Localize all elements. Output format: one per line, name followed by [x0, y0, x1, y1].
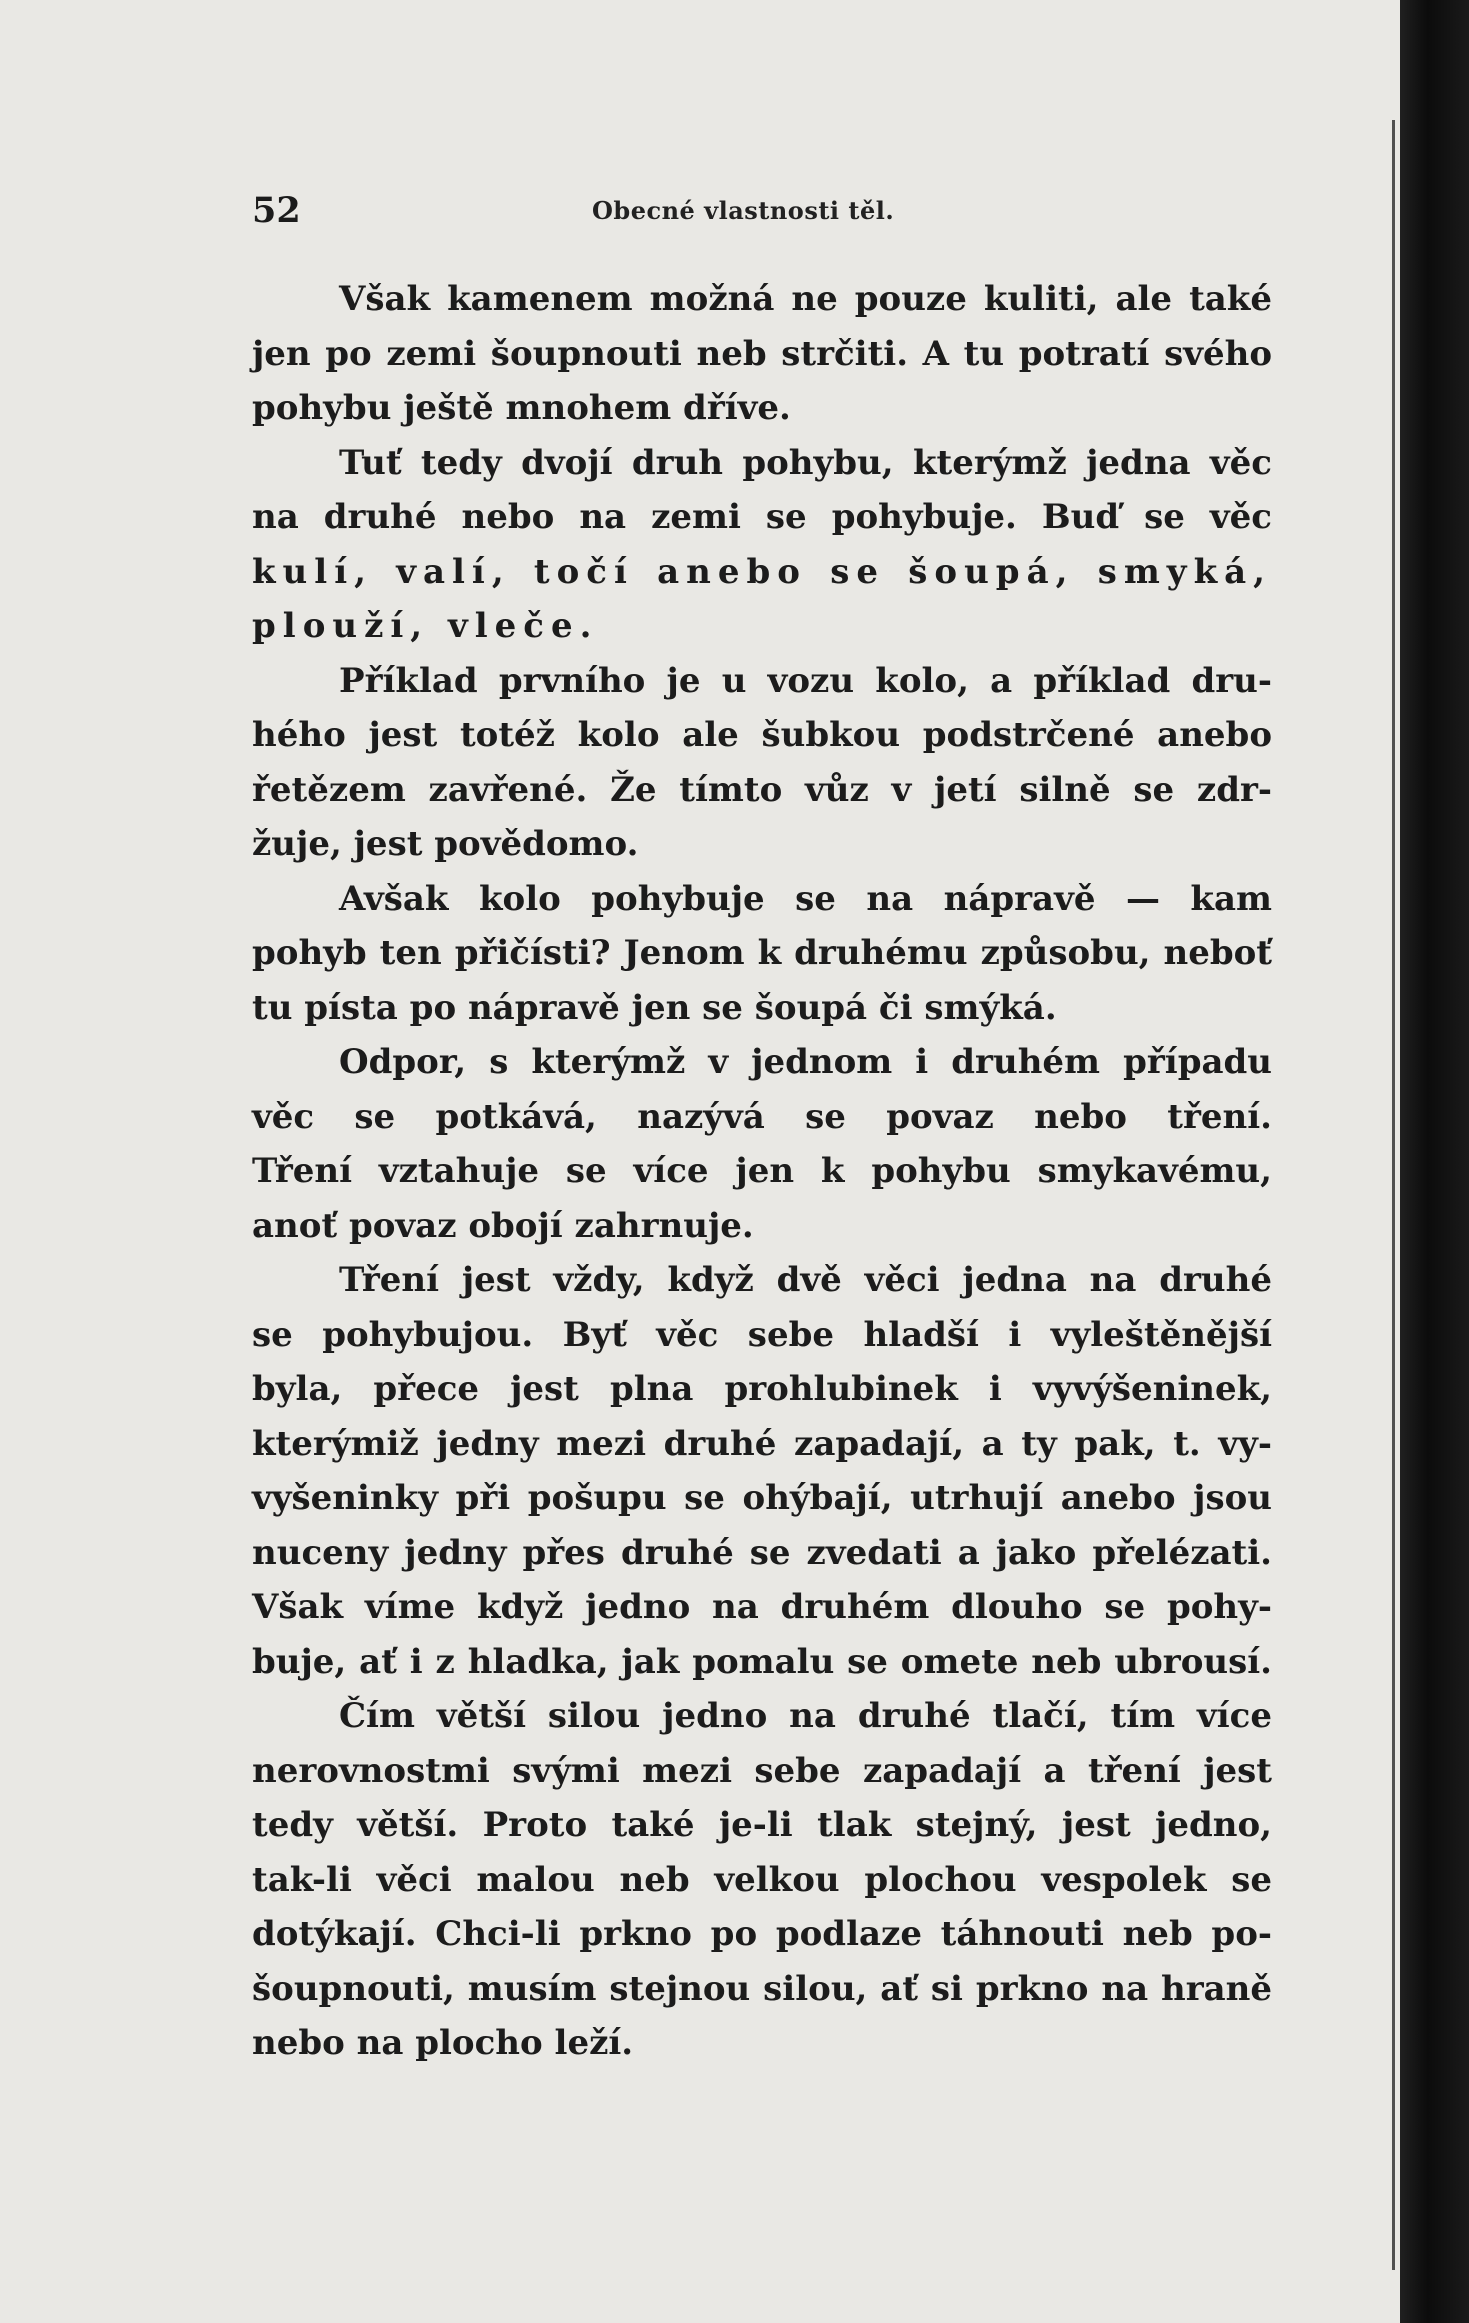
text-line: tedy větší. Proto také je-li tlak stejný, jest jedno, — [252, 1805, 1272, 1845]
running-title: Obecné vlastnosti těl. — [592, 196, 895, 225]
text-line: kulí, valí, točí anebo se šoupá, smyká, — [252, 551, 1272, 592]
text-line: Avšak kolo pohybuje se na nápravě — kam — [339, 878, 1272, 919]
text-line: vyšeninky při pošupu se ohýbají, utrhují anebo jsou — [252, 1478, 1272, 1518]
page-header — [252, 190, 1212, 240]
text-line: hého jest totéž kolo ale šubkou podstrčené anebo — [252, 715, 1272, 755]
text-line: Však kamenem možná ne pouze kuliti, ale také — [339, 279, 1272, 319]
text-line: dotýkají. Chci-li prkno po podlaze táhnouti neb po- — [252, 1914, 1272, 1954]
text-line: buje, ať i z hladka, jak pomalu se omete neb ubrousí. — [252, 1641, 1272, 1682]
text-line: anoť povaz obojí zahrnuje. — [252, 1205, 754, 1246]
text-line: nebo na plocho leží. — [252, 2023, 634, 2063]
text-line: tu písta po nápravě jen se šoupá či smýká. — [252, 987, 1057, 1028]
text-line: věc se potkává, nazývá se povaz nebo tření. — [252, 1096, 1272, 1137]
text-line: kterýmiž jedny mezi druhé zapadají, a ty pak, t. vy- — [252, 1423, 1272, 1464]
scan-dark-margin — [1400, 0, 1469, 2323]
text-line: žuje, jest povědomo. — [252, 824, 639, 864]
text-line: nuceny jedny přes druhé se zvedati a jako přelézati. — [252, 1532, 1272, 1573]
text-line: tak-li věci malou neb velkou plochou vespolek se — [252, 1859, 1272, 1900]
text-line: řetězem zavřené. Že tímto vůz v jetí silně se zdr- — [252, 769, 1272, 810]
page-edge-shadow — [1392, 120, 1395, 2270]
text-line: na druhé nebo na zemi se pohybuje. Buď se věc — [252, 497, 1272, 537]
text-line: pohyb ten přičísti? Jenom k druhému způsobu, neboť — [252, 933, 1272, 973]
text-line: plouží, vleče. — [252, 606, 599, 646]
text-line: Čím větší silou jedno na druhé tlačí, tím více — [339, 1696, 1272, 1736]
text-line: Odpor, s kterýmž v jednom i druhém případu — [339, 1042, 1272, 1082]
text-line: nerovnostmi svými mezi sebe zapadají a tření jest — [252, 1750, 1272, 1791]
text-line: Tření jest vždy, když dvě věci jedna na druhé — [339, 1260, 1272, 1300]
body-text — [252, 272, 1272, 2071]
text-line: Příklad prvního je u vozu kolo, a příklad dru- — [339, 660, 1272, 701]
text-line: pohybu ještě mnohem dříve. — [252, 388, 791, 428]
text-line: šoupnouti, musím stejnou silou, ať si prkno na hraně — [252, 1968, 1272, 2009]
text-line: se pohybujou. Byť věc sebe hladší i vyleštěnější — [252, 1314, 1272, 1355]
page-number: 52 — [252, 190, 301, 231]
text-line: Tření vztahuje se více jen k pohybu smykavému, — [252, 1151, 1272, 1191]
text-line: jen po zemi šoupnouti neb strčiti. A tu potratí svého — [252, 333, 1272, 374]
text-line: Tuť tedy dvojí druh pohybu, kterýmž jedna věc — [339, 442, 1272, 483]
text-line: byla, přece jest plna prohlubinek i vyvýšeninek, — [252, 1369, 1272, 1409]
text-line: Však víme když jedno na druhém dlouho se pohy- — [252, 1587, 1272, 1627]
